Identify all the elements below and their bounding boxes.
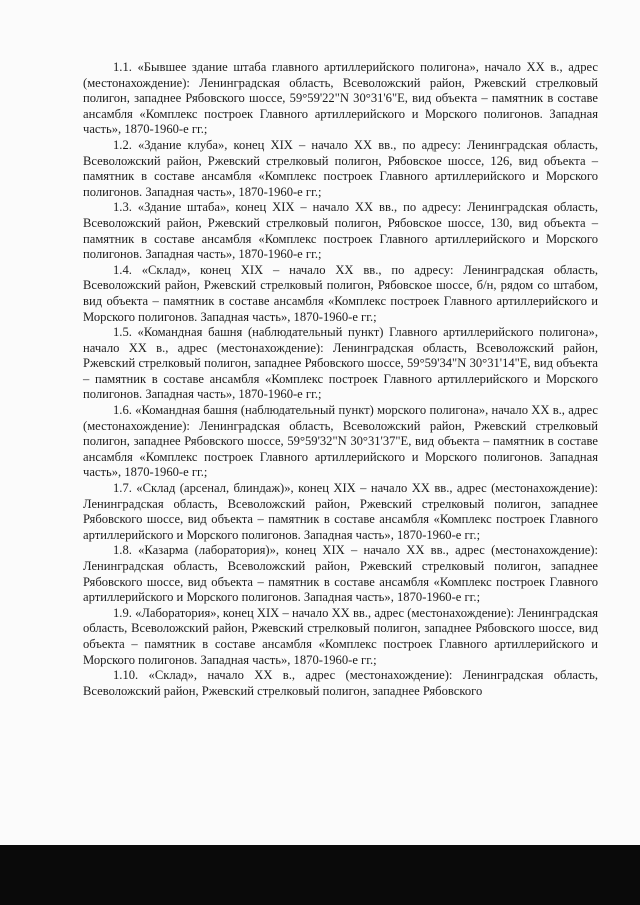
paragraph-1-4: 1.4. «Склад», конец XIX – начало XX вв., по адресу: Ленинградская область, Всеволожский район, Ржевский стрелковый полигон, Рябовское шоссе, б/н, рядом со штабом, вид объекта – памятник в составе ансамбля «Комплекс построек Главного артиллерийского и Морского полигонов. Западная часть», 1870-1960-е гг.; — [83, 262, 598, 324]
paragraph-1-6: 1.6. «Командная башня (наблюдательный пункт) морского полигона», начало XX в., адрес (местонахождение): Ленинградская область, Всеволожский район, Ржевский стрелковый полигон, западнее Рябовского шоссе, 59°59'32"N 30°31'37"E, вид объекта – памятник в составе ансамбля «Комплекс построек Главного артиллерийского и Морского полигонов. Западная часть», 1870-1960-е гг.; — [83, 403, 598, 480]
paragraph-1-5: 1.5. «Командная башня (наблюдательный пункт) Главного артиллерийского полигона», начало XX в., адрес (местонахождение): Ленинградская область, Всеволожский район, Ржевский стрелковый полигон, западнее Рябовского шоссе, 59°59'34"N 30°31'14"E, вид объекта – памятник в составе ансамбля «Комплекс построек Главного артиллерийского и Морского полигонов. Западная часть», 1870-1960-е гг.; — [83, 325, 598, 402]
paragraph-1-1: 1.1. «Бывшее здание штаба главного артиллерийского полигона», начало XX в., адрес (местонахождение): Ленинградская область, Всеволожский район, Ржевский стрелковый полигон, западнее Рябовского шоссе, 59°59'22"N 30°31'6"E, вид объекта – памятник в составе ансамбля «Комплекс построек Главного артиллерийского и Морского полигонов. Западная часть», 1870-1960-е гг.; — [83, 60, 598, 137]
paragraph-1-8: 1.8. «Казарма (лаборатория)», конец XIX – начало XX вв., адрес (местонахождение): Ленинградская область, Всеволожский район, Ржевский стрелковый полигон, западнее Рябовского шоссе, вид объекта – памятник в составе ансамбля «Комплекс построек Главного артиллерийского и Морского полигонов. Западная часть», 1870-1960-е гг.; — [83, 543, 598, 605]
paragraph-1-10: 1.10. «Склад», начало XX в., адрес (местонахождение): Ленинградская область, Всеволожский район, Ржевский стрелковый полигон, западнее Рябовского — [83, 668, 598, 698]
scan-bottom-edge — [0, 845, 640, 905]
paragraph-1-2: 1.2. «Здание клуба», конец XIX – начало XX вв., по адресу: Ленинградская область, Всеволожский район, Ржевский стрелковый полигон, Рябовское шоссе, 126, вид объекта – памятник в составе ансамбля «Комплекс построек Главного артиллерийского и Морского полигонов. Западная часть», 1870-1960-е гг.; — [83, 137, 598, 199]
document-body — [83, 60, 598, 699]
paragraph-1-9: 1.9. «Лаборатория», конец XIX – начало XX вв., адрес (местонахождение): Ленинградская область, Всеволожский район, Ржевский стрелковый полигон, западнее Рябовского шоссе, вид объекта – памятник в составе ансамбля «Комплекс построек Главного артиллерийского и Морского полигонов. Западная часть», 1870-1960-е гг.; — [83, 605, 598, 667]
paragraph-1-7: 1.7. «Склад (арсенал, блиндаж)», конец XIX – начало XX вв., адрес (местонахождение): Ленинградская область, Всеволожский район, Ржевский стрелковый полигон, западнее Рябовского шоссе, вид объекта – памятник в составе ансамбля «Комплекс построек Главного артиллерийского и Морского полигонов. Западная часть», 1870-1960-е гг.; — [83, 481, 598, 542]
paragraph-1-3: 1.3. «Здание штаба», конец XIX – начало XX вв., по адресу: Ленинградская область, Всеволожский район, Ржевский стрелковый полигон, Рябовское шоссе, 130, вид объекта – памятник в составе ансамбля «Комплекс построек Главного артиллерийского и Морского полигонов. Западная часть», 1870-1960-е гг.; — [83, 200, 598, 262]
